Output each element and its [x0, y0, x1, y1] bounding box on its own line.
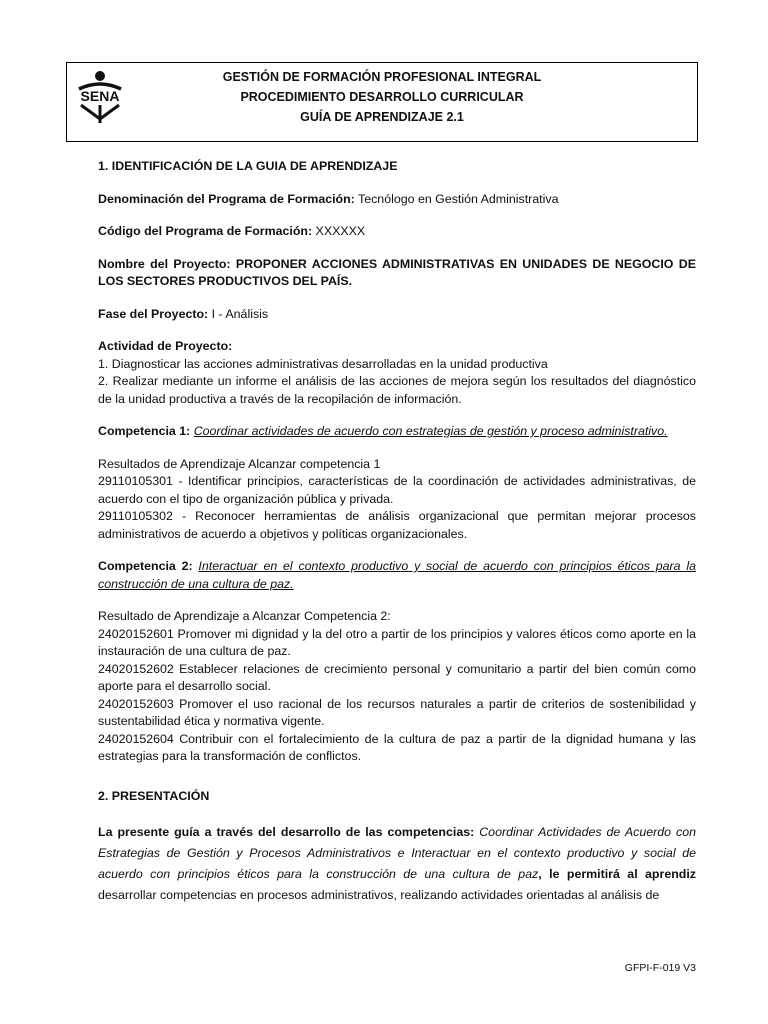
document-header — [66, 62, 698, 142]
activity-label: Actividad de Proyecto: — [98, 339, 233, 353]
result-1-item: 29110105301 - Identificar principios, características de la coordinación de actividades administrativas, de acuerdo con el tipo de organización pública y privada. — [98, 474, 696, 506]
activity-item-1: 1. Diagnosticar las acciones administrativas desarrolladas en la unidad productiva — [98, 356, 548, 371]
results-2-title: Resultado de Aprendizaje a Alcanzar Competencia 2: — [98, 609, 391, 623]
project-phase: Fase del Proyecto: I - Análisis — [98, 306, 269, 321]
competency-2: Competencia 2: Interactuar en el contexto productivo y social de acuerdo con principios éticos para la construcción de una cultura de paz. — [98, 559, 696, 591]
section-1-title: 1. IDENTIFICACIÓN DE LA GUIA DE APRENDIZAJE — [98, 159, 398, 173]
program-name: Denominación del Programa de Formación: Tecnólogo en Gestión Administrativa — [98, 191, 559, 206]
logo-text: SENA — [80, 88, 120, 104]
activity-item-2: 2. Realizar mediante un informe el análisis de las acciones de mejora según los resultados del diagnóstico de la unidad productiva a través de la recopilación de información. — [98, 374, 696, 406]
results-1-title: Resultados de Aprendizaje Alcanzar competencia 1 — [98, 456, 381, 471]
document-body — [98, 158, 696, 906]
result-2-item: 24020152604 Contribuir con el fortalecimiento de la cultura de paz a partir de la dignidad humana y las estrategias para la transformación de conflictos. — [98, 731, 696, 763]
presentation-paragraph: La presente guía a través del desarrollo de las competencias: Coordinar Actividades de Acuerdo con Estrategias de Gestión y Procesos Administrativos e Interactuar en el contexto productivo y social de acuerdo con principios éticos para la construcción de una cultura de paz, le permitirá al aprendiz desarrollar competencias en procesos administrativos, realizando actividades orientadas al análisis de — [98, 825, 696, 902]
result-2-item: 24020152602 Establecer relaciones de crecimiento personal y comunitario a partir del bien común como aporte para el desarrollo social. — [98, 661, 696, 693]
header-line-1: GESTIÓN DE FORMACIÓN PROFESIONAL INTEGRAL — [222, 70, 542, 84]
footer-form-code: GFPI-F-019 V3 — [624, 962, 696, 974]
project-name: Nombre del Proyecto: PROPONER ACCIONES ADMINISTRATIVAS EN UNIDADES DE NEGOCIO DE LOS SECTORES PRODUCTIVOS DEL PAÍS. — [98, 256, 696, 288]
result-2-item: 24020152603 Promover el uso racional de los recursos naturales a partir de criterios de sostenibilidad y sustentabilidad ética y normativa vigente. — [98, 696, 696, 728]
header-title-block — [67, 67, 697, 127]
program-code: Código del Programa de Formación: XXXXXX — [98, 224, 366, 238]
competency-1: Competencia 1: Coordinar actividades de acuerdo con estrategias de gestión y proceso administrativo. — [98, 424, 668, 438]
result-2-item: 24020152601 Promover mi dignidad y la del otro a partir de los principios y valores éticos como aporte en la instauración de una cultura de paz. — [98, 626, 696, 658]
section-2-title: 2. PRESENTACIÓN — [98, 788, 210, 803]
result-1-item: 29110105302 - Reconocer herramientas de análisis organizacional que permitan mejorar procesos administrativos de acuerdo a objetivos y políticas organizacionales. — [98, 509, 696, 541]
header-line-2: PROCEDIMIENTO DESARROLLO CURRICULAR — [240, 90, 524, 104]
header-line-3: GUÍA DE APRENDIZAJE 2.1 — [300, 110, 464, 124]
